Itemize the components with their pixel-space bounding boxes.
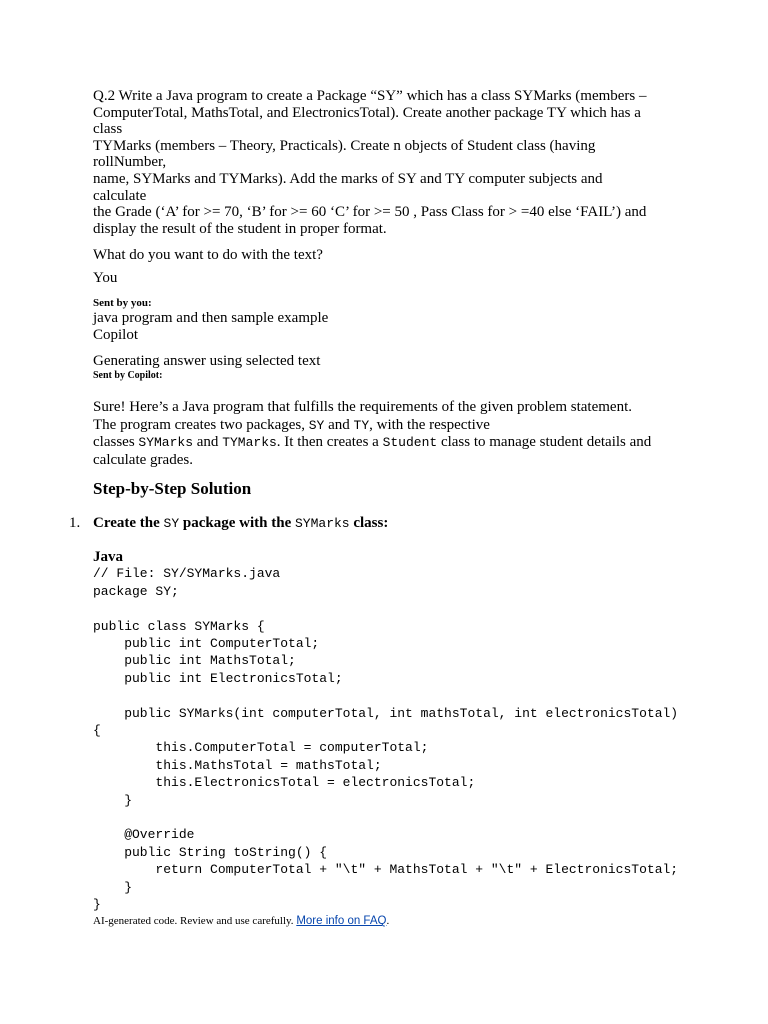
question-line: name, SYMarks and TYMarks). Add the marks of SY and TY computer subjects and: [93, 170, 603, 187]
inline-code-tymarks: TYMarks: [222, 435, 277, 451]
question-line: class: [93, 121, 123, 138]
inline-code-sy: SY: [308, 417, 325, 433]
section-heading: Step-by-Step Solution: [93, 479, 252, 499]
inline-code-student: Student: [382, 435, 438, 451]
step-item: 1. Create the SY package with the SYMarks class:: [69, 515, 389, 532]
answer-line: calculate grades.: [93, 451, 193, 468]
user-message: java program and then sample example: [93, 310, 329, 327]
sent-by-copilot-label: Sent by Copilot:: [93, 370, 163, 382]
step-number: 1.: [69, 515, 81, 532]
faq-link[interactable]: More info on FAQ: [296, 915, 387, 928]
answer-line: classes SYMarks and TYMarks. It then creates a Student class to manage student details and: [93, 434, 652, 451]
inline-code-sy: SY: [163, 516, 180, 532]
sent-by-you-label: Sent by you:: [93, 297, 152, 310]
question-line: the Grade (‘A’ for >= 70, ‘B’ for >= 60 ‘C’ for >= 50 , Pass Class for > =40 else ‘FAIL’) and: [93, 204, 647, 221]
question-line: calculate: [93, 187, 147, 204]
generating-status: Generating answer using selected text: [93, 353, 321, 370]
code-footer: AI-generated code. Review and use carefully. More info on FAQ.: [93, 915, 390, 928]
question-line: display the result of the student in proper format.: [93, 220, 387, 237]
question-line: ComputerTotal, MathsTotal, and ElectronicsTotal). Create another package TY which has a: [93, 104, 641, 121]
copilot-label: Copilot: [93, 327, 139, 344]
you-label: You: [93, 270, 118, 287]
question-line: rollNumber,: [93, 154, 167, 171]
code-block: // File: SY/SYMarks.java package SY; public class SYMarks { public int ComputerTotal; public int MathsTotal; public int ElectronicsTotal; public SYMarks(int computerTotal, int mathsTotal, int electronicsTotal) { this.ComputerTotal = computerTotal; this.MathsTotal = mathsTotal; this.ElectronicsTotal = electronicsTotal; } @Override public String toString() { return ComputerTotal + "\t" + MathsTotal + "\t" + ElectronicsTotal; } }: [93, 566, 679, 913]
question-line: Q.2 Write a Java program to create a Package “SY” which has a class SYMarks (members –: [93, 88, 647, 104]
prompt-text: What do you want to do with the text?: [93, 247, 323, 264]
document-page: [69, 88, 693, 928]
answer-intro: [93, 399, 693, 469]
question-line: TYMarks (members – Theory, Practicals). Create n objects of Student class (having: [93, 137, 596, 154]
code-language-label: Java: [93, 549, 123, 566]
disclaimer-text: AI-generated code. Review and use carefully.: [93, 915, 297, 928]
answer-line: Sure! Here’s a Java program that fulfills the requirements of the given problem statement.: [93, 399, 632, 416]
inline-code-ty: TY: [353, 417, 370, 433]
question-text: [93, 88, 693, 237]
answer-line: The program creates two packages, SY and TY, with the respective: [93, 416, 490, 433]
inline-code-symarks: SYMarks: [294, 516, 350, 532]
inline-code-symarks: SYMarks: [138, 435, 194, 451]
